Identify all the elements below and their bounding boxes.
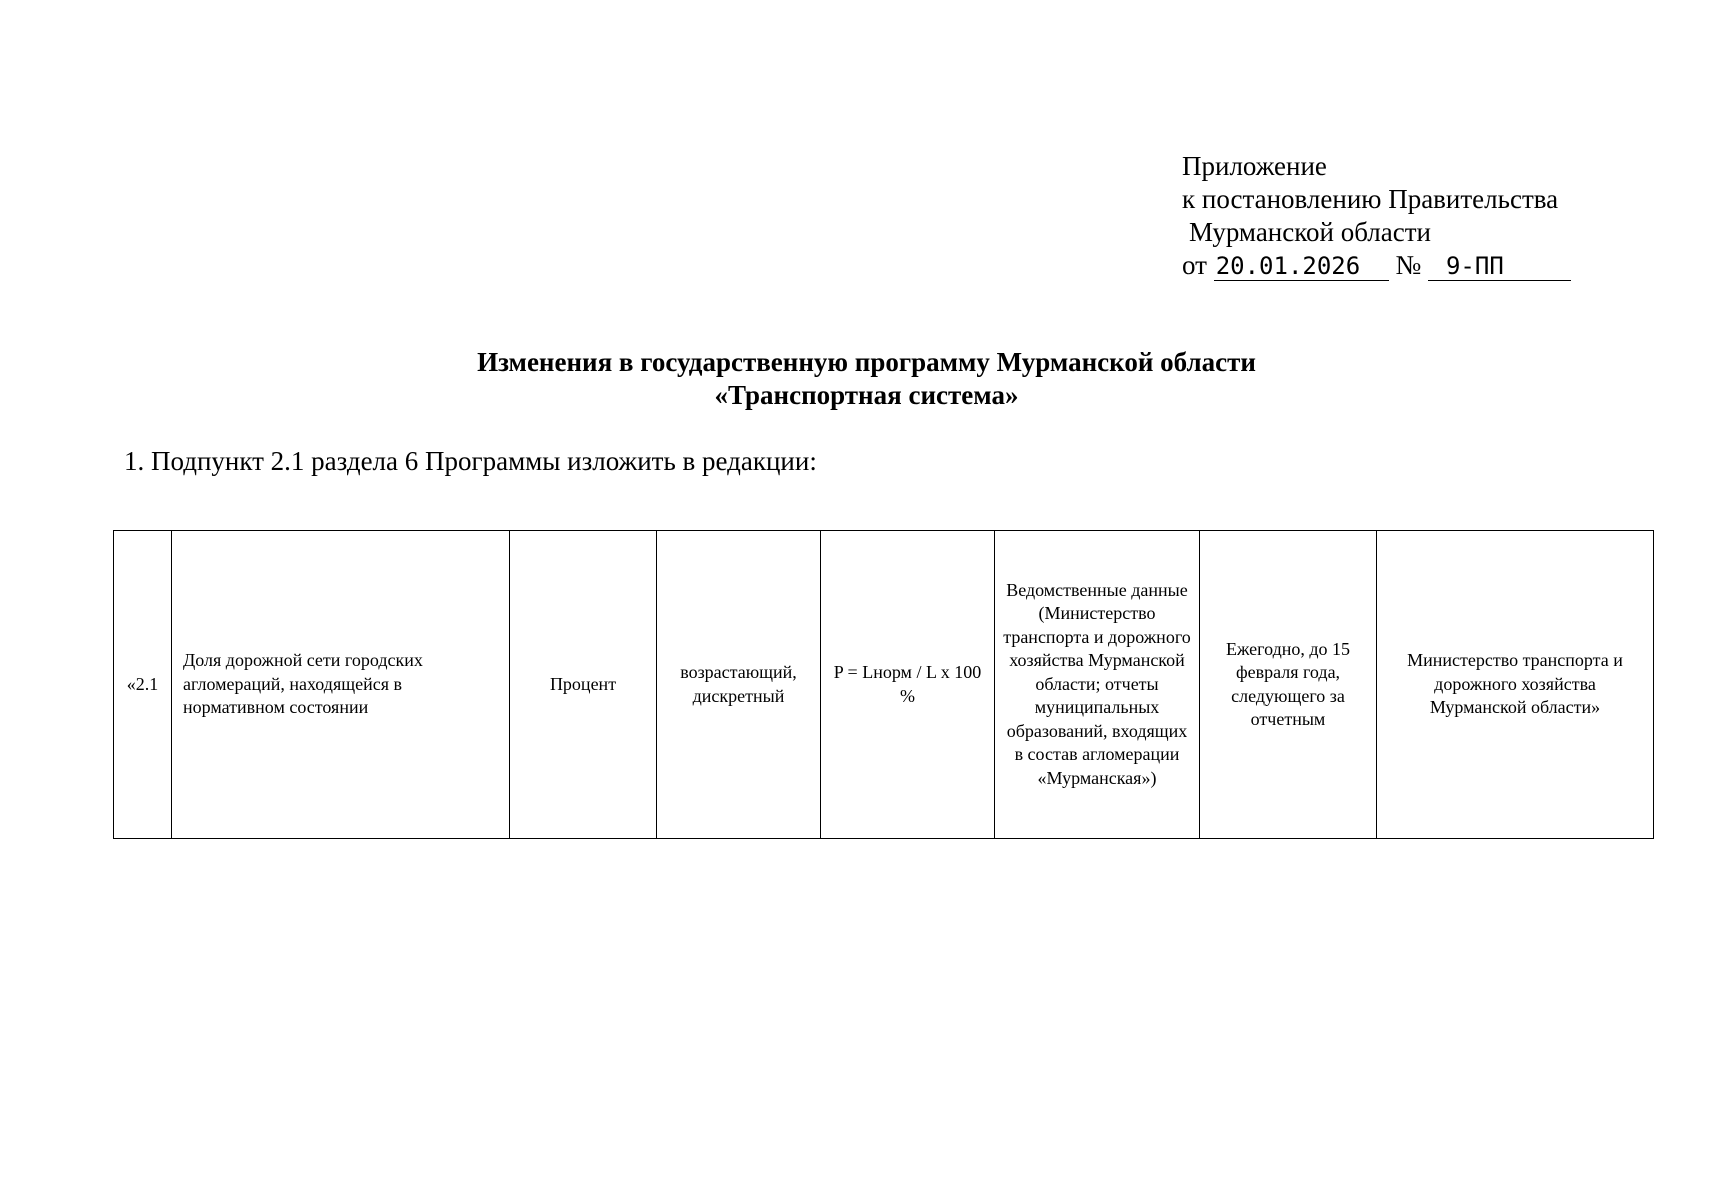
date-prefix: от <box>1182 250 1207 280</box>
decree-date: 20.01.2026 <box>1214 252 1389 281</box>
indicator-name: Доля дорожной сети городских агломераций, находящейся в нормативном состоянии <box>172 531 510 839</box>
appendix-label: Приложение <box>1182 151 1327 181</box>
indicator-unit: Процент <box>510 531 657 839</box>
appendix-date-line <box>1182 249 1571 282</box>
number-sign: № <box>1395 250 1422 280</box>
indicator-formula: P = Lнорм / L x 100 % <box>821 531 995 839</box>
indicator-source: Ведомственные данные (Министерство транспорта и дорожного хозяйства Мурманской области; отчеты муниципальных образований, входящих в состав агломерации «Мурманская») <box>995 531 1200 839</box>
appendix-decree-ref: к постановлению Правительства <box>1182 184 1559 214</box>
indicator-number: «2.1 <box>114 531 172 839</box>
document-title <box>0 346 1733 412</box>
table-row <box>114 531 1654 839</box>
decree-number: 9-ПП <box>1428 252 1571 281</box>
title-line-1: Изменения в государственную программу Мурманской области <box>477 347 1256 377</box>
indicator-type: возрастающий, дискретный <box>657 531 821 839</box>
indicator-responsible: Министерство транспорта и дорожного хозяйства Мурманской области» <box>1377 531 1654 839</box>
appendix-block <box>1182 150 1571 282</box>
appendix-region: Мурманской области <box>1189 217 1431 247</box>
indicator-table <box>113 530 1654 839</box>
intro-paragraph: 1. Подпункт 2.1 раздела 6 Программы изложить в редакции: <box>124 446 817 476</box>
indicator-deadline: Ежегодно, до 15 февраля года, следующего за отчетным <box>1200 531 1377 839</box>
title-line-2: «Транспортная система» <box>714 380 1019 410</box>
